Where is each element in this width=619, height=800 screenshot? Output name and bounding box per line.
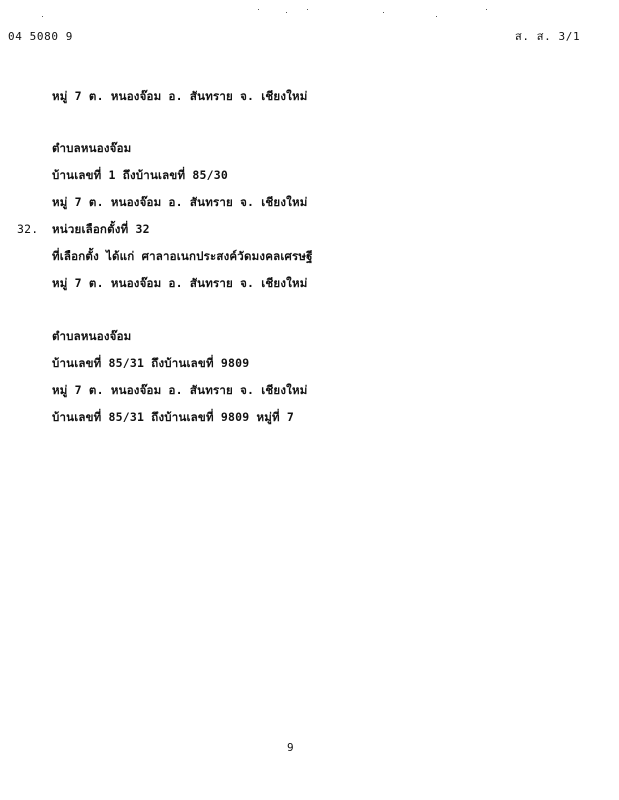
- scan-speck: [436, 16, 437, 17]
- page-number: 9: [287, 741, 295, 754]
- address-line: หมู่ 7 ต. หนองจ๊อม อ. สันทราย จ. เชียงใหม่: [52, 276, 308, 290]
- subdistrict-heading: ตำบลหนองจ๊อม: [52, 329, 132, 343]
- house-range-line: บ้านเลขที่ 85/31 ถึงบ้านเลขที่ 9809 หมู่ที่ 7: [52, 410, 295, 424]
- house-range-line: บ้านเลขที่ 85/31 ถึงบ้านเลขที่ 9809: [52, 356, 250, 370]
- house-range-line: บ้านเลขที่ 1 ถึงบ้านเลขที่ 85/30: [52, 168, 228, 182]
- address-line: หมู่ 7 ต. หนองจ๊อม อ. สันทราย จ. เชียงใหม่: [52, 195, 308, 209]
- scan-speck: [42, 16, 43, 17]
- unit-number: 32.: [17, 222, 39, 236]
- form-code: ส. ส. 3/1: [515, 30, 581, 43]
- scan-speck: [286, 12, 287, 13]
- subdistrict-heading: ตำบลหนองจ๊อม: [52, 141, 132, 155]
- scan-speck: [307, 9, 308, 10]
- polling-place-line: ที่เลือกตั้ง ได้แก่ ศาลาอเนกประสงค์วัดมงคลเศรษฐี: [52, 249, 313, 263]
- polling-unit-line: หน่วยเลือกตั้งที่ 32: [52, 222, 150, 236]
- address-line: หมู่ 7 ต. หนองจ๊อม อ. สันทราย จ. เชียงใหม่: [52, 89, 308, 103]
- scan-speck: [258, 9, 259, 10]
- address-line: หมู่ 7 ต. หนองจ๊อม อ. สันทราย จ. เชียงใหม่: [52, 383, 308, 397]
- document-code: 04 5080 9: [8, 30, 74, 43]
- scan-speck: [486, 9, 487, 10]
- scan-speck: [383, 12, 384, 13]
